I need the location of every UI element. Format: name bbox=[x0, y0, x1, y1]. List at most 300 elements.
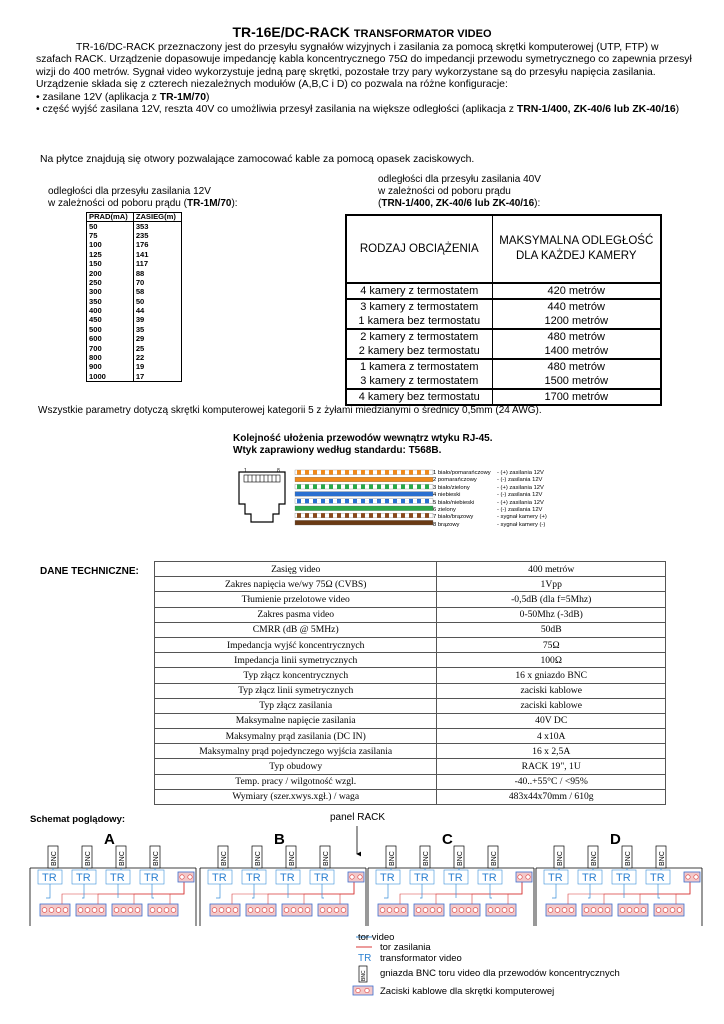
tech-param-cell: Tłumienie przelotowe video bbox=[155, 592, 437, 607]
table12-current-cell: 250 bbox=[87, 278, 134, 287]
wire-stripe bbox=[321, 470, 325, 475]
clamp-screw bbox=[562, 908, 567, 913]
clamp-screw bbox=[350, 875, 354, 879]
transformer-icon bbox=[140, 870, 164, 884]
clamp-screw bbox=[233, 908, 238, 913]
wire-stripe bbox=[297, 513, 301, 518]
video-line bbox=[490, 884, 492, 898]
clamp-screw bbox=[128, 908, 133, 913]
clamp-icon bbox=[582, 904, 612, 916]
clamp-screw bbox=[423, 908, 428, 913]
wire-stripe bbox=[329, 470, 333, 475]
table12-range-cell: 141 bbox=[133, 250, 181, 259]
tech-value-cell: -0,5dB (dla f=5Mhz) bbox=[437, 592, 666, 607]
table-row bbox=[87, 231, 182, 240]
module-label: B bbox=[274, 831, 285, 848]
tech-param-cell: Typ złącz linii symetrycznych bbox=[155, 683, 437, 698]
table40-cell: 1 kamera z termostatem bbox=[346, 359, 492, 374]
table12-range-cell: 19 bbox=[133, 363, 181, 372]
bnc-label: BNC bbox=[255, 851, 262, 866]
wire-color-label: 4 niebieski bbox=[433, 492, 461, 499]
clamp-screw bbox=[526, 875, 530, 879]
wire-stripe bbox=[345, 513, 349, 518]
bnc-icon bbox=[150, 846, 160, 868]
transformer-icon bbox=[478, 870, 502, 884]
wire-function-label: - sygnał kamery (-) bbox=[497, 521, 546, 528]
clamp-screw bbox=[334, 908, 339, 913]
wire-stripe bbox=[361, 499, 365, 504]
table40-cell: 4 kamery z termostatem bbox=[346, 283, 492, 299]
intro-bullet-2: • część wyjść zasilana 12V, reszta 40V co umożliwia przesył zasilania na większe odległości (aplikacja z TRN-1/400, ZK-40/6 lub ZK-40/16) bbox=[36, 104, 680, 116]
video-line bbox=[46, 884, 50, 898]
power-line bbox=[676, 880, 690, 904]
module-c bbox=[368, 831, 534, 926]
tr-label: TR bbox=[380, 872, 395, 884]
table12-current-cell: 200 bbox=[87, 269, 134, 278]
table-row bbox=[155, 729, 666, 744]
table-row bbox=[155, 577, 666, 592]
wire-stripe bbox=[417, 470, 421, 475]
tr-label: TR bbox=[616, 872, 631, 884]
wire-stripe bbox=[329, 513, 333, 518]
intro-text bbox=[36, 42, 696, 116]
wire-stripe bbox=[393, 484, 397, 489]
clamp-icon bbox=[210, 904, 240, 916]
clamp-icon bbox=[450, 904, 480, 916]
clamp-screw bbox=[598, 908, 603, 913]
video-line bbox=[82, 884, 84, 898]
tech-table bbox=[154, 561, 666, 805]
wire-stripe bbox=[361, 470, 365, 475]
clamp-icon bbox=[148, 904, 178, 916]
clamp-screw bbox=[591, 908, 596, 913]
tech-value-cell: 50dB bbox=[437, 622, 666, 637]
bnc-icon bbox=[588, 846, 598, 868]
table12-range-cell: 117 bbox=[133, 259, 181, 268]
tr-label: TR bbox=[314, 872, 329, 884]
title-sub: TRANSFORMATOR VIDEO bbox=[353, 28, 492, 40]
wire-stripe bbox=[369, 513, 373, 518]
table-row bbox=[87, 353, 182, 362]
table-row bbox=[155, 637, 666, 652]
bnc-label: BNC bbox=[389, 851, 396, 866]
mounting-note: Na płytce znajdują się otwory pozwalające zamocować kable za pomocą opasek zaciskowych. bbox=[40, 154, 475, 165]
wire-stripe bbox=[401, 484, 405, 489]
wire-stripe bbox=[321, 484, 325, 489]
bnc-label: BNC bbox=[659, 851, 666, 866]
clamp-screw bbox=[305, 908, 310, 913]
bnc-label: BNC bbox=[119, 851, 126, 866]
tr-label: TR bbox=[76, 872, 91, 884]
wire-stripe bbox=[377, 499, 381, 504]
table-row bbox=[87, 278, 182, 287]
table-row bbox=[155, 562, 666, 577]
power-line bbox=[508, 880, 522, 904]
legend-bnc-text: gniazda BNC toru video dla przewodów koncentrycznych bbox=[380, 968, 620, 979]
clamp-screw bbox=[694, 875, 698, 879]
table40-cell: 440 metrów bbox=[492, 299, 661, 314]
tech-param-cell: CMRR (dB @ 5MHz) bbox=[155, 622, 437, 637]
table40-cell: 3 kamery z termostatem bbox=[346, 299, 492, 314]
video-line bbox=[322, 884, 324, 898]
wire-stripe bbox=[361, 484, 365, 489]
clamp-icon bbox=[246, 904, 276, 916]
wire-function-label: - (-) zasilania 12V bbox=[497, 492, 543, 499]
table12-current-cell: 300 bbox=[87, 288, 134, 297]
table40-cell: 1700 metrów bbox=[492, 389, 661, 405]
transformer-icon bbox=[444, 870, 468, 884]
table-row bbox=[87, 325, 182, 334]
tech-value-cell: 483x44x70mm / 610g bbox=[437, 789, 666, 804]
table40-cell: 480 metrów bbox=[492, 329, 661, 344]
bnc-label: BNC bbox=[153, 851, 160, 866]
bnc-label: BNC bbox=[85, 851, 92, 866]
tech-value-cell: 16 x gniazdo BNC bbox=[437, 668, 666, 683]
wire-stripe bbox=[337, 513, 341, 518]
bnc-icon bbox=[656, 846, 666, 868]
table-row bbox=[87, 269, 182, 278]
clamp-screw bbox=[620, 908, 625, 913]
bnc-label: BNC bbox=[221, 851, 228, 866]
transformer-icon bbox=[242, 870, 266, 884]
title-main: TR-16E/DC-RACK bbox=[232, 24, 350, 40]
wire-8 bbox=[295, 520, 433, 525]
wire-stripe bbox=[345, 484, 349, 489]
table-row bbox=[87, 306, 182, 315]
tech-value-cell: 4 x10A bbox=[437, 729, 666, 744]
clamp-screw bbox=[85, 908, 90, 913]
table-row bbox=[87, 344, 182, 353]
clamp-screw bbox=[518, 875, 522, 879]
intro-bullet-1: • zasilane 12V (aplikacja z TR-1M/70) bbox=[36, 91, 210, 103]
wire-stripe bbox=[313, 513, 317, 518]
clamp-screw bbox=[401, 908, 406, 913]
transformer-icon bbox=[544, 870, 568, 884]
clamp-screw bbox=[430, 908, 435, 913]
module-a bbox=[30, 831, 196, 926]
clamp-screw bbox=[255, 908, 260, 913]
clamp-screw bbox=[219, 908, 224, 913]
tech-param-cell: Maksymalny prąd zasilania (DC IN) bbox=[155, 729, 437, 744]
tech-param-cell: Maksymalne napięcie zasilania bbox=[155, 713, 437, 728]
wire-label-row bbox=[433, 514, 547, 521]
table40-header-load: RODZAJ OBCIĄŻENIA bbox=[346, 215, 492, 283]
video-line bbox=[552, 884, 556, 898]
module-b bbox=[200, 831, 366, 926]
table40-cell: 2 kamery z termostatem bbox=[346, 329, 492, 344]
module-label: D bbox=[610, 831, 621, 848]
table-row bbox=[87, 288, 182, 297]
clamp-icon bbox=[546, 904, 576, 916]
clamp-screw bbox=[157, 908, 162, 913]
clamp-screw bbox=[452, 908, 457, 913]
tech-param-cell: Zakres napięcia we/wy 75Ω (CVBS) bbox=[155, 577, 437, 592]
bnc-label: BNC bbox=[289, 851, 296, 866]
wire-stripe bbox=[297, 470, 301, 475]
wire-stripe bbox=[401, 499, 405, 504]
tech-value-cell: 75Ω bbox=[437, 637, 666, 652]
wire-stripe bbox=[393, 513, 397, 518]
wire-function-label: - (-) zasilania 12V bbox=[497, 477, 543, 484]
clamp-icon bbox=[654, 904, 684, 916]
clamp-screw bbox=[387, 908, 392, 913]
wire-stripe bbox=[353, 513, 357, 518]
table12-range-cell: 44 bbox=[133, 306, 181, 315]
cable-footnote: Wszystkie parametry dotyczą skrętki komputerowej kategorii 5 z żyłami miedzianymi o średnicy 0,5mm (24 AWG). bbox=[38, 405, 542, 416]
table12-current-cell: 50 bbox=[87, 222, 134, 231]
wire-color-label: 3 biało/zielony bbox=[433, 484, 470, 491]
clamp-screw bbox=[380, 908, 385, 913]
table-row bbox=[155, 759, 666, 774]
wire-function-label: - (+) zasilania 12V bbox=[497, 499, 544, 506]
panel-label: panel RACK bbox=[330, 812, 386, 823]
legend-clamp-text: Zaciski kablowe dla skrętki komputerowej bbox=[380, 986, 555, 997]
wire-stripe bbox=[353, 499, 357, 504]
table40-label: odległości dla przesyłu zasilania 40V w zależności od poboru prądu (TRN-1/400, ZK-40/6 lub ZK-40/16): bbox=[378, 174, 541, 209]
power-clamp-icon bbox=[516, 872, 532, 882]
power-clamp-icon bbox=[178, 872, 194, 882]
wire-stripe bbox=[401, 513, 405, 518]
wire-color-label: 7 biało/brązowy bbox=[433, 514, 474, 521]
wire-stripe bbox=[377, 484, 381, 489]
bnc-label: BNC bbox=[591, 851, 598, 866]
wire-stripe bbox=[313, 470, 317, 475]
tech-param-cell: Maksymalny prąd pojedynczego wyjścia zasilania bbox=[155, 744, 437, 759]
video-line bbox=[216, 884, 220, 898]
table-row bbox=[87, 316, 182, 325]
clamp-screw bbox=[121, 908, 126, 913]
tech-value-cell: 16 x 2,5A bbox=[437, 744, 666, 759]
clamp-icon bbox=[282, 904, 312, 916]
table12-current-cell: 500 bbox=[87, 325, 134, 334]
clamp-screw bbox=[164, 908, 169, 913]
wire-stripe bbox=[385, 470, 389, 475]
table40-cell: 1500 metrów bbox=[492, 374, 661, 389]
clamp-screw bbox=[180, 875, 184, 879]
transformer-icon bbox=[578, 870, 602, 884]
table12-range-cell: 50 bbox=[133, 297, 181, 306]
wire-stripe bbox=[409, 470, 413, 475]
table12-range-cell: 70 bbox=[133, 278, 181, 287]
wire-function-label: - (+) zasilania 12V bbox=[497, 484, 544, 491]
wire-stripe bbox=[369, 470, 373, 475]
tech-param-cell: Typ obudowy bbox=[155, 759, 437, 774]
wire-function-label: - (+) zasilania 12V bbox=[497, 470, 544, 476]
wire-stripe bbox=[385, 484, 389, 489]
bnc-label: BNC bbox=[457, 851, 464, 866]
bnc-icon bbox=[622, 846, 632, 868]
tech-value-cell: 40V DC bbox=[437, 713, 666, 728]
tr-label: TR bbox=[650, 872, 665, 884]
wire-stripe bbox=[337, 470, 341, 475]
bnc-icon bbox=[116, 846, 126, 868]
clamp-icon bbox=[112, 904, 142, 916]
wire-stripe bbox=[425, 499, 429, 504]
wire-color-label: 8 brązowy bbox=[433, 521, 460, 528]
table40-cell: 1 kamera bez termostatu bbox=[346, 314, 492, 329]
clamp-screw bbox=[78, 908, 83, 913]
clamp-screw bbox=[135, 908, 140, 913]
wire-label-row bbox=[433, 485, 547, 492]
wire-stripe bbox=[305, 470, 309, 475]
tech-heading: DANE TECHNICZNE: bbox=[40, 566, 139, 577]
table40-cell: 480 metrów bbox=[492, 359, 661, 374]
wire-stripe bbox=[313, 499, 317, 504]
wire-color-label: 2 pomarańczowy bbox=[433, 477, 477, 484]
video-line bbox=[384, 884, 388, 898]
clamp-screw bbox=[92, 908, 97, 913]
clamp-screw bbox=[584, 908, 589, 913]
rj45-title: Kolejność ułożenia przewodów wewnątrz wtyku RJ-45. Wtyk zaprawiony według standardu: T568B. bbox=[233, 433, 493, 456]
transformer-icon bbox=[376, 870, 400, 884]
wire-function-label: - sygnał kamery (+) bbox=[497, 514, 547, 521]
legend-clamp-icon bbox=[353, 986, 373, 995]
clamp-screw bbox=[495, 908, 500, 913]
tech-param-cell: Impedancja wyjść koncentrycznych bbox=[155, 637, 437, 652]
table12-current-cell: 600 bbox=[87, 335, 134, 344]
transformer-icon bbox=[410, 870, 434, 884]
clamp-screw bbox=[509, 908, 514, 913]
wire-label-row bbox=[433, 507, 547, 514]
bnc-icon bbox=[488, 846, 498, 868]
table12-current-cell: 800 bbox=[87, 353, 134, 362]
legend-tr-symbol: TR bbox=[358, 953, 372, 964]
bnc-icon bbox=[218, 846, 228, 868]
wire-color-label: 5 biało/niebieski bbox=[433, 499, 475, 506]
clamp-screw bbox=[114, 908, 119, 913]
clamp-screw bbox=[641, 908, 646, 913]
clamp-icon bbox=[40, 904, 70, 916]
table12-header-range: ZASIEG(m) bbox=[133, 213, 181, 222]
table-row bbox=[87, 363, 182, 372]
bnc-icon bbox=[286, 846, 296, 868]
pin1-label: 1 bbox=[244, 468, 247, 474]
tr-label: TR bbox=[448, 872, 463, 884]
wire-stripe bbox=[417, 484, 421, 489]
legend-video-text: tor video bbox=[358, 932, 395, 943]
table40-cell: 3 kamery z termostatem bbox=[346, 374, 492, 389]
bnc-icon bbox=[554, 846, 564, 868]
wire-label-row bbox=[433, 492, 547, 499]
wire-stripe bbox=[393, 470, 397, 475]
wire-stripe bbox=[305, 499, 309, 504]
tr-label: TR bbox=[482, 872, 497, 884]
tr-label: TR bbox=[110, 872, 125, 884]
wire-stripe bbox=[305, 513, 309, 518]
power-clamp-icon bbox=[348, 872, 364, 882]
transformer-icon bbox=[310, 870, 334, 884]
wire-stripe bbox=[353, 470, 357, 475]
wire-label-row bbox=[433, 477, 547, 484]
wire-stripe bbox=[305, 484, 309, 489]
table-row bbox=[155, 622, 666, 637]
wire-stripe bbox=[385, 499, 389, 504]
clamp-screw bbox=[171, 908, 176, 913]
rj45-diagram bbox=[225, 462, 435, 542]
clamp-screw bbox=[437, 908, 442, 913]
wire-color-label: 6 zielony bbox=[433, 507, 456, 514]
table12-current-cell: 125 bbox=[87, 250, 134, 259]
transformer-icon bbox=[72, 870, 96, 884]
tech-param-cell: Zasięg video bbox=[155, 562, 437, 577]
wire-stripe bbox=[337, 484, 341, 489]
clamp-screw bbox=[248, 908, 253, 913]
clamp-screw bbox=[459, 908, 464, 913]
clamp-screw bbox=[686, 875, 690, 879]
clamp-icon bbox=[618, 904, 648, 916]
tr-label: TR bbox=[212, 872, 227, 884]
wire-function-label: - (-) zasilania 12V bbox=[497, 507, 543, 514]
bnc-icon bbox=[82, 846, 92, 868]
wire-stripe bbox=[297, 499, 301, 504]
clamp-screw bbox=[226, 908, 231, 913]
table12-range-cell: 25 bbox=[133, 344, 181, 353]
bnc-label: BNC bbox=[51, 851, 58, 866]
legend-tr-text: transformator video bbox=[380, 953, 462, 964]
clamp-screw bbox=[42, 908, 47, 913]
table12-range-cell: 88 bbox=[133, 269, 181, 278]
clamp-screw bbox=[150, 908, 155, 913]
tech-param-cell: Typ złącz zasilania bbox=[155, 698, 437, 713]
table40-cell: 1400 metrów bbox=[492, 344, 661, 359]
wire-stripe bbox=[417, 513, 421, 518]
table12-current-cell: 75 bbox=[87, 231, 134, 240]
tech-param-cell: Wymiary (szer.xwys.xgł.) / waga bbox=[155, 789, 437, 804]
wire-stripe bbox=[377, 470, 381, 475]
clamp-screw bbox=[656, 908, 661, 913]
power-line bbox=[170, 880, 184, 904]
wire-stripe bbox=[401, 470, 405, 475]
clamp-screw bbox=[394, 908, 399, 913]
transformer-icon bbox=[208, 870, 232, 884]
tech-param-cell: Impedancja linii symetrycznych bbox=[155, 653, 437, 668]
bnc-label: BNC bbox=[625, 851, 632, 866]
wire-stripe bbox=[337, 499, 341, 504]
clamp-icon bbox=[486, 904, 516, 916]
bnc-label: BNC bbox=[491, 851, 498, 866]
intro-paragraph-1: TR-16/DC-RACK przeznaczony jest do przesyłu sygnałów wizyjnych i zasilania za pomocą skrętki komputerowej (UTP, FTP) w szafach RACK. Urządzenie dopasowuje impedancję kabla koncentrycznego 75Ω do impedancji przewodu symetrycznego co zapewnia przesył wizji do 400 metrów. Sygnał video wykorzystuje jedną parę skrętki, pozostałe trzy pary wykorzystane są do przesyłu napięcia zasilania. bbox=[36, 42, 692, 78]
table12-label: odległości dla przesyłu zasilania 12V w zależności od poboru prądu (TR-1M/70): bbox=[48, 186, 238, 209]
clamp-screw bbox=[605, 908, 610, 913]
legend-bnc-icon bbox=[359, 966, 367, 982]
table12-range-cell: 58 bbox=[133, 288, 181, 297]
table-row bbox=[155, 607, 666, 622]
clamp-screw bbox=[548, 908, 553, 913]
transformer-icon bbox=[612, 870, 636, 884]
clamp-screw bbox=[677, 908, 682, 913]
module-label: C bbox=[442, 831, 453, 848]
wire-stripe bbox=[353, 484, 357, 489]
table-row bbox=[155, 774, 666, 789]
clamp-screw bbox=[320, 908, 325, 913]
module-d bbox=[536, 831, 702, 926]
clamp-screw bbox=[358, 875, 362, 879]
table-row bbox=[155, 789, 666, 804]
wire-2 bbox=[295, 477, 433, 482]
clamp-screw bbox=[63, 908, 68, 913]
bnc-icon bbox=[320, 846, 330, 868]
wire-stripe bbox=[425, 470, 429, 475]
transformer-icon bbox=[106, 870, 130, 884]
clamp-icon bbox=[318, 904, 348, 916]
table12-current-cell: 700 bbox=[87, 344, 134, 353]
wire-stripe bbox=[393, 499, 397, 504]
bnc-label: BNC bbox=[557, 851, 564, 866]
table-row bbox=[87, 297, 182, 306]
table12-current-cell: 1000 bbox=[87, 372, 134, 381]
wire-stripe bbox=[369, 499, 373, 504]
tr-label: TR bbox=[144, 872, 159, 884]
